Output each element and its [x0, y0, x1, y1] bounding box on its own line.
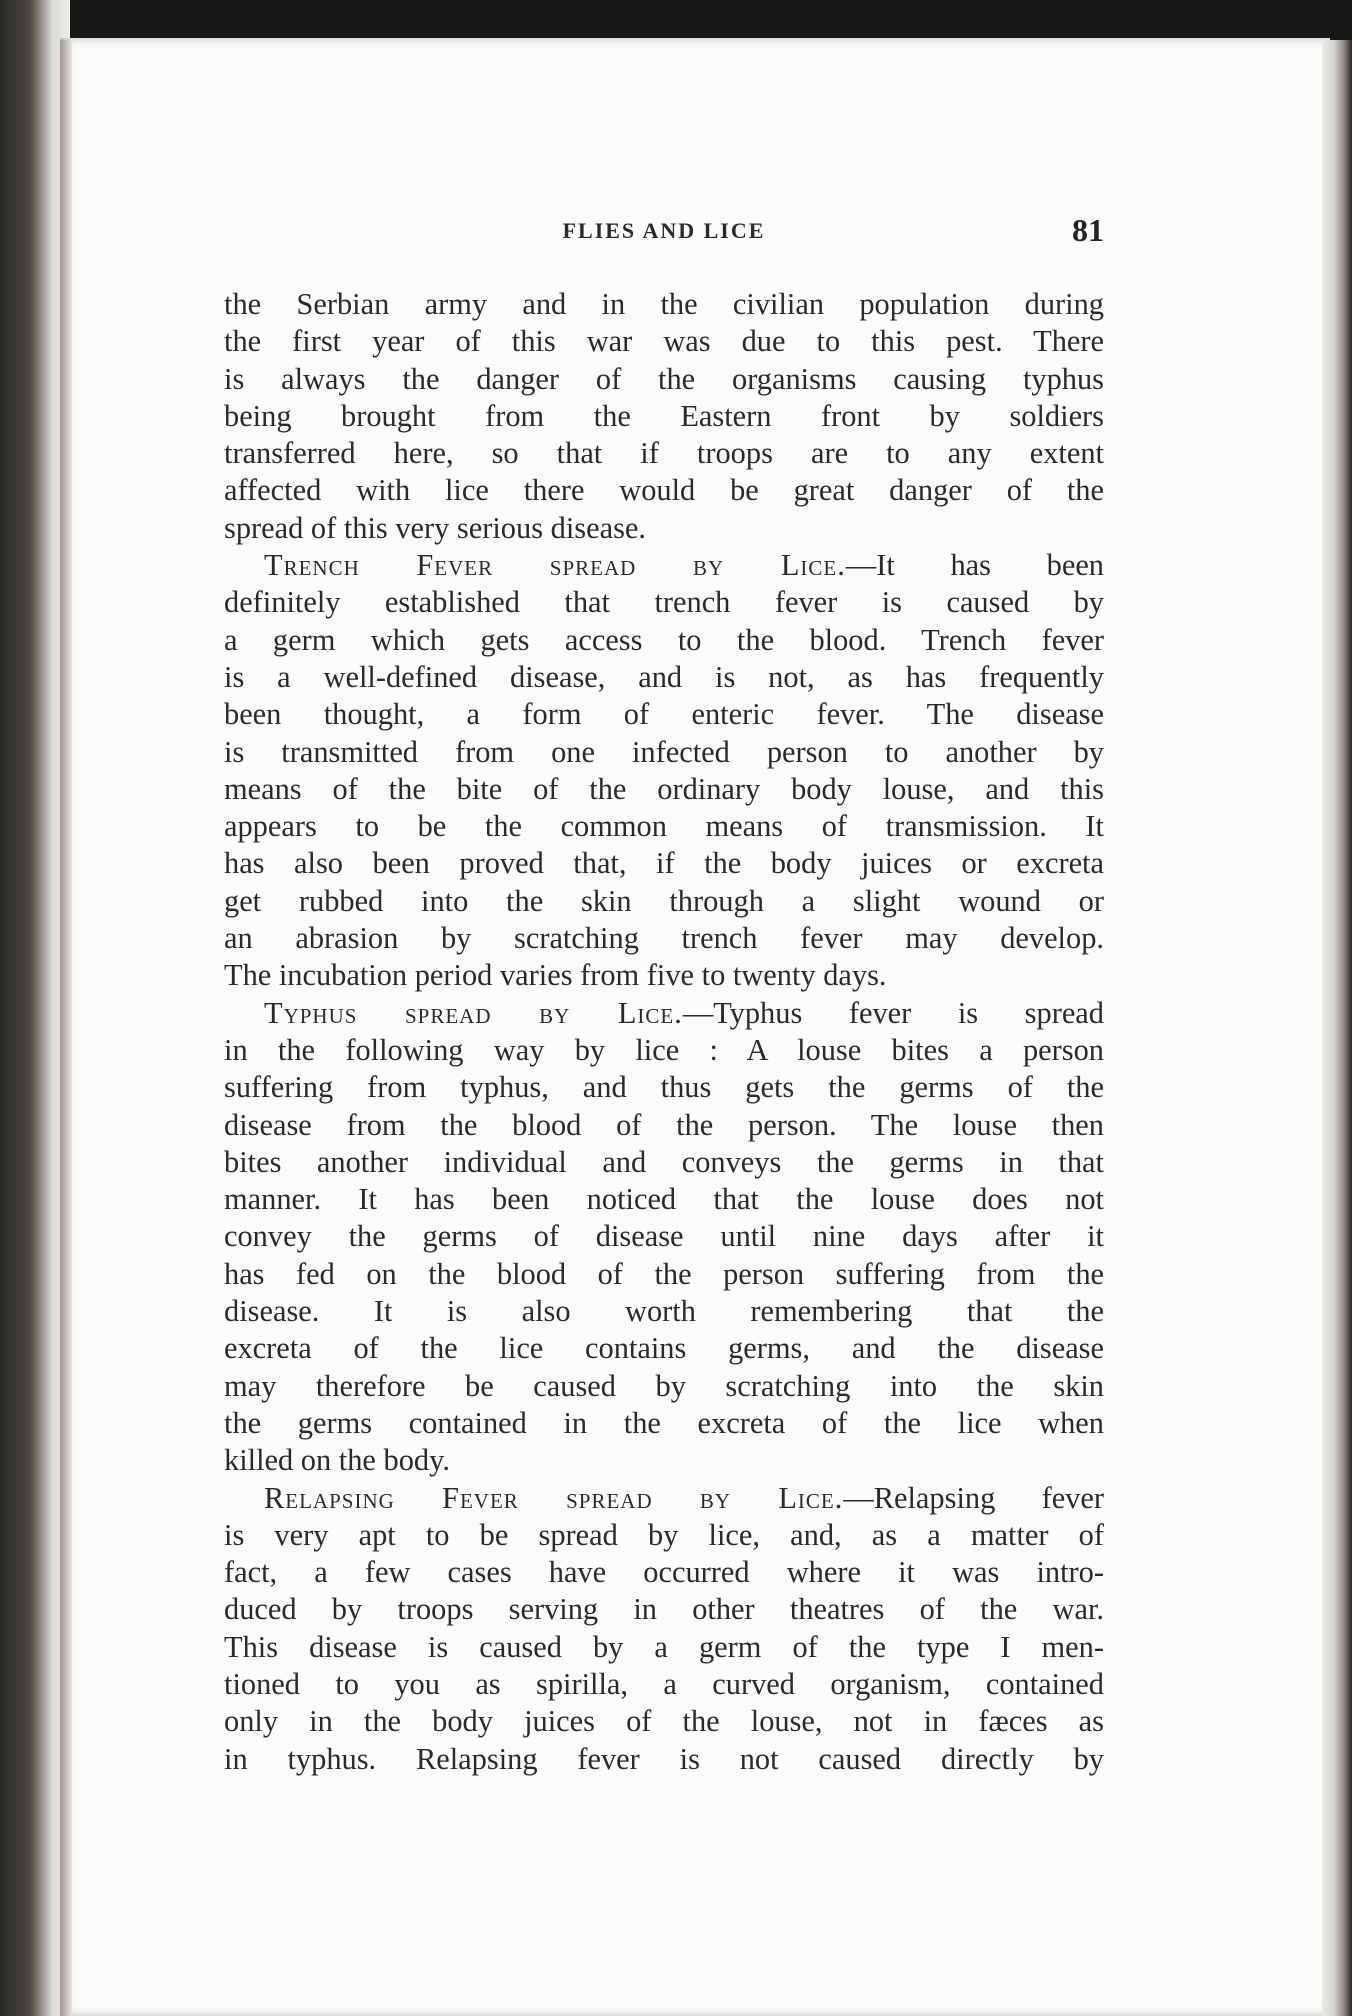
text-line: duced by troops serving in other theatres of the war.	[224, 1592, 1104, 1627]
text-line: has also been proved that, if the body juices or excreta	[224, 846, 1104, 881]
text-line: get rubbed into the skin through a slight wound or	[224, 883, 1104, 918]
text-line: transferred here, so that if troops are to any extent	[224, 436, 1104, 471]
text-line: disease. It is also worth remembering that the	[224, 1294, 1104, 1329]
page-right-edge	[1322, 40, 1352, 2016]
text-line: the germs contained in the excreta of the lice when	[224, 1405, 1104, 1440]
text-line: convey the germs of disease until nine days after it	[224, 1219, 1104, 1254]
text-line: bites another individual and conveys the germs in that	[224, 1144, 1104, 1179]
top-dark-margin	[0, 0, 1352, 40]
text-line: tioned to you as spirilla, a curved organism, contained	[224, 1666, 1104, 1701]
text-line	[224, 995, 1104, 1032]
text-line: affected with lice there would be great danger of the	[224, 473, 1104, 508]
text-line: definitely established that trench fever is caused by	[224, 585, 1104, 620]
text-line: is very apt to be spread by lice, and, as a matter of	[224, 1517, 1104, 1552]
paragraph	[224, 1480, 1104, 1778]
page-header	[224, 212, 1104, 252]
paragraph	[224, 995, 1104, 1480]
text-line: in typhus. Relapsing fever is not caused directly by	[224, 1741, 1104, 1776]
text-line: is always the danger of the organisms causing typhus	[224, 361, 1104, 396]
section-heading: Trench Fever spread by Lice.	[264, 548, 846, 583]
text-line: in the following way by lice : A louse bites a person	[224, 1032, 1104, 1067]
text-line: fact, a few cases have occurred where it was intro-	[224, 1555, 1104, 1590]
text-line: the first year of this war was due to this pest. There	[224, 324, 1104, 359]
text-line: spread of this very serious disease.	[224, 510, 646, 545]
text-line: a germ which gets access to the blood. Trench fever	[224, 622, 1104, 657]
paragraph	[224, 286, 1104, 547]
text-line: excreta of the lice contains germs, and the disease	[224, 1331, 1104, 1366]
text-line: the Serbian army and in the civilian population during	[224, 287, 1104, 321]
section-heading: Relapsing Fever spread by Lice.	[264, 1480, 844, 1515]
text-line	[224, 1480, 1104, 1517]
text-line: manner. It has been noticed that the louse does not	[224, 1182, 1104, 1217]
text-line: means of the bite of the ordinary body louse, and this	[224, 771, 1104, 806]
page-number: 81	[1072, 212, 1104, 248]
text-line: has fed on the blood of the person suffering from the	[224, 1256, 1104, 1291]
text-line: The incubation period varies from five to twenty days.	[224, 958, 887, 993]
text-line: an abrasion by scratching trench fever may develop.	[224, 921, 1104, 956]
text-line: suffering from typhus, and thus gets the germs of the	[224, 1070, 1104, 1105]
running-title: FLIES AND LICE	[562, 218, 766, 243]
text-line: This disease is caused by a germ of the type I men-	[224, 1629, 1104, 1664]
text-line: killed on the body.	[224, 1443, 450, 1478]
text-line: is transmitted from one infected person to another by	[224, 734, 1104, 769]
text-run: —Relapsing fever	[843, 1480, 1104, 1515]
text-line: being brought from the Eastern front by soldiers	[224, 398, 1104, 433]
text-line: been thought, a form of enteric fever. The disease	[224, 697, 1104, 732]
paragraph	[224, 547, 1104, 995]
text-line: disease from the blood of the person. The louse then	[224, 1107, 1104, 1142]
page-gutter-shadow	[60, 40, 72, 2016]
text-run: —Typhus fever is spread	[682, 995, 1104, 1030]
text-line: is a well-defined disease, and is not, as has frequently	[224, 659, 1104, 694]
text-line: only in the body juices of the louse, not in fæces as	[224, 1704, 1104, 1739]
body-text	[224, 286, 1104, 1778]
text-line: appears to be the common means of transmission. It	[224, 809, 1104, 844]
text-line	[224, 547, 1104, 584]
text-run: —It has been	[845, 548, 1104, 583]
text-line: may therefore be caused by scratching into the skin	[224, 1368, 1104, 1403]
section-heading: Typhus spread by Lice.	[264, 995, 683, 1030]
